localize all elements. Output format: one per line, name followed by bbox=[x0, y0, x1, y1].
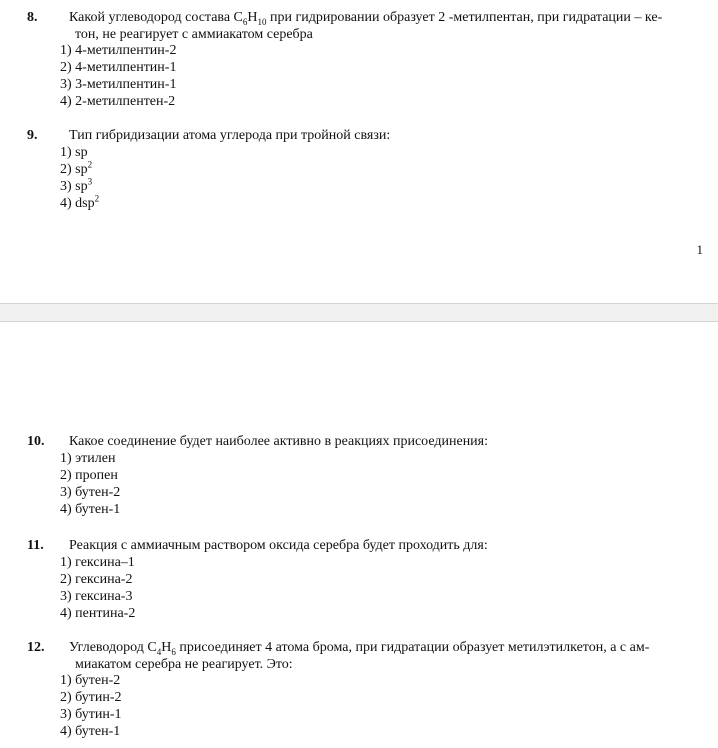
answer-options bbox=[60, 145, 697, 213]
question-text: Углеводород $C_4H_6$ присоединяет 4 атома брома, при гидратации образует метилэтилкетон, а с ам- миакатом серебра не реагирует. Это: bbox=[69, 640, 650, 672]
question-text: Какой углеводород состава $C_6H_{10}$ при гидрировании образует 2 -метилпентан, при гидратации – ке- тон, не реагирует с аммиакатом серебра bbox=[69, 10, 663, 42]
answer-options bbox=[60, 673, 697, 741]
answer-option: 3) 3-метилпентин-1 bbox=[60, 77, 177, 92]
answer-options bbox=[60, 451, 697, 519]
answer-option: 4) бутен-1 bbox=[60, 501, 121, 517]
question-12 bbox=[27, 640, 697, 741]
answer-options bbox=[60, 555, 697, 623]
question-number: 9. bbox=[27, 128, 38, 143]
answer-option: 4) dsp$^2$ bbox=[60, 192, 100, 211]
question-8 bbox=[27, 10, 697, 111]
answer-option: 3) бутин-1 bbox=[60, 707, 122, 722]
question-11 bbox=[27, 538, 697, 623]
answer-option: 2) гексина-2 bbox=[60, 571, 133, 587]
page-1 bbox=[0, 0, 718, 303]
page-number: 1 bbox=[696, 242, 703, 257]
answer-option: 2) $sp^2$ bbox=[60, 158, 93, 177]
answer-option: 2) 4-метилпентин-1 bbox=[60, 60, 177, 75]
answer-option: 4) пентина-2 bbox=[60, 605, 136, 621]
question-9 bbox=[27, 128, 697, 213]
question-number: 12. bbox=[27, 640, 45, 655]
answer-option: 1) sp bbox=[60, 144, 88, 160]
answer-option: 1) 4-метилпентин-2 bbox=[60, 43, 177, 58]
answer-option: 2) бутин-2 bbox=[60, 690, 122, 705]
answer-option: 4) 2-метилпентен-2 bbox=[60, 94, 176, 109]
question-number: 8. bbox=[27, 10, 38, 25]
question-text: Тип гибридизации атома углерода при тройной связи: bbox=[69, 128, 391, 143]
question-text: Реакция с аммиачным раствором оксида серебра будет проходить для: bbox=[69, 538, 488, 553]
answer-option: 2) пропен bbox=[60, 467, 118, 483]
question-text: Какое соединение будет наиболее активно в реакциях присоединения: bbox=[69, 434, 489, 449]
answer-option: 3) гексина-3 bbox=[60, 588, 133, 604]
page-2 bbox=[0, 322, 718, 748]
answer-option: 1) бутен-2 bbox=[60, 673, 121, 688]
page-break bbox=[0, 303, 718, 322]
answer-option: 3) бутен-2 bbox=[60, 484, 121, 500]
answer-option: 1) этилен bbox=[60, 450, 116, 466]
answer-option: 4) бутен-1 bbox=[60, 724, 121, 739]
question-number: 10. bbox=[27, 434, 45, 449]
answer-options bbox=[60, 43, 697, 111]
question-10 bbox=[27, 434, 697, 519]
answer-option: 3) $sp^3$ bbox=[60, 175, 93, 194]
answer-option: 1) гексина–1 bbox=[60, 554, 135, 570]
question-number: 11. bbox=[27, 538, 44, 553]
